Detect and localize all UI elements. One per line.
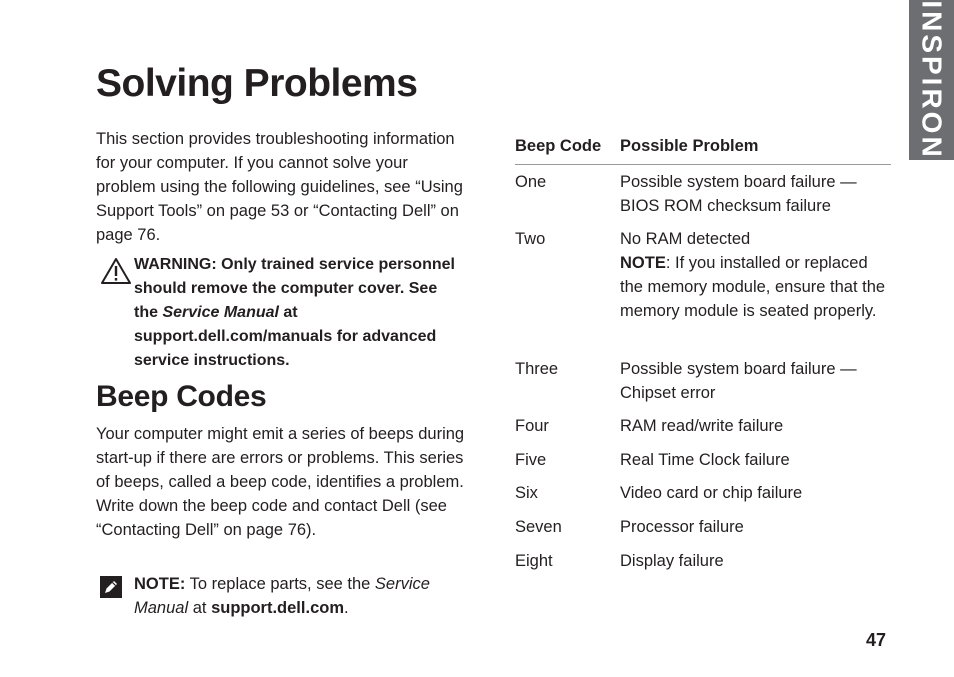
beep-code-cell: Four: [515, 417, 549, 435]
beep-code-cell: One: [515, 173, 547, 191]
row-note-text: : If you installed or replaced the memory module, ensure that the memory module is seated properly.: [620, 254, 886, 320]
beep-code-table: [515, 135, 891, 570]
beep-code-cell: Five: [515, 451, 547, 469]
problem-cell: Video card or chip failure: [620, 484, 803, 502]
problem-cell: Processor failure: [620, 518, 744, 536]
note-text-1: To replace parts, see the: [185, 575, 375, 593]
intro-paragraph: This section provides troubleshooting information for your computer. If you cannot solve your problem using the following guidelines, see “Using Support Tools” on page 53 or “Contacting Dell” on page 76.: [96, 130, 463, 244]
header-possible-problem: Possible Problem: [620, 137, 759, 155]
note-pencil-icon: [100, 576, 122, 598]
row-note-label: NOTE: [620, 254, 666, 272]
beep-code-cell: Eight: [515, 552, 553, 570]
note-manual-title: Service Manual: [134, 575, 430, 617]
note-label: NOTE:: [134, 575, 186, 593]
side-tab-label: INSPIRON: [916, 0, 948, 160]
warning-text-part2: at support.dell.com/manuals for advanced service instructions.: [134, 304, 437, 369]
warning-text: [134, 253, 464, 373]
note-text-2: at: [188, 599, 212, 617]
problem-cell: [620, 227, 890, 323]
warning-triangle-icon: [100, 257, 132, 285]
side-tab-label-wrap: [909, 0, 954, 160]
problem-cell: Display failure: [620, 552, 724, 570]
beep-code-cell: Seven: [515, 518, 562, 536]
warning-text-part1: WARNING: Only trained service personnel should remove the computer cover. See the: [134, 256, 455, 321]
row-note: [620, 251, 890, 323]
problem-cell: Possible system board failure — BIOS ROM checksum failure: [620, 173, 857, 215]
problem-text: No RAM detected: [620, 230, 751, 248]
note-text: [134, 572, 464, 620]
beep-codes-intro: Your computer might emit a series of beeps during start-up if there are errors or problems. This series of beeps, called a beep code, identifies a problem. Write down the beep code and contact Dell (see “Contacting Dell” on page 76).: [96, 425, 465, 539]
note-text-3: .: [344, 599, 349, 617]
problem-cell: RAM read/write failure: [620, 417, 784, 435]
beep-code-cell: Three: [515, 360, 559, 378]
warning-manual-title: Service Manual: [162, 304, 279, 321]
beep-code-cell: Six: [515, 484, 538, 502]
page-number: 47: [866, 630, 887, 650]
problem-cell: Possible system board failure — Chipset error: [620, 360, 857, 402]
header-beep-code: Beep Code: [515, 137, 602, 155]
note-link[interactable]: support.dell.com: [211, 599, 344, 617]
table-header: [515, 135, 891, 165]
beep-code-cell: Two: [515, 230, 546, 248]
beep-codes-heading: Beep Codes: [96, 380, 267, 413]
page-title: Solving Problems: [96, 62, 418, 105]
problem-cell: Real Time Clock failure: [620, 451, 790, 469]
